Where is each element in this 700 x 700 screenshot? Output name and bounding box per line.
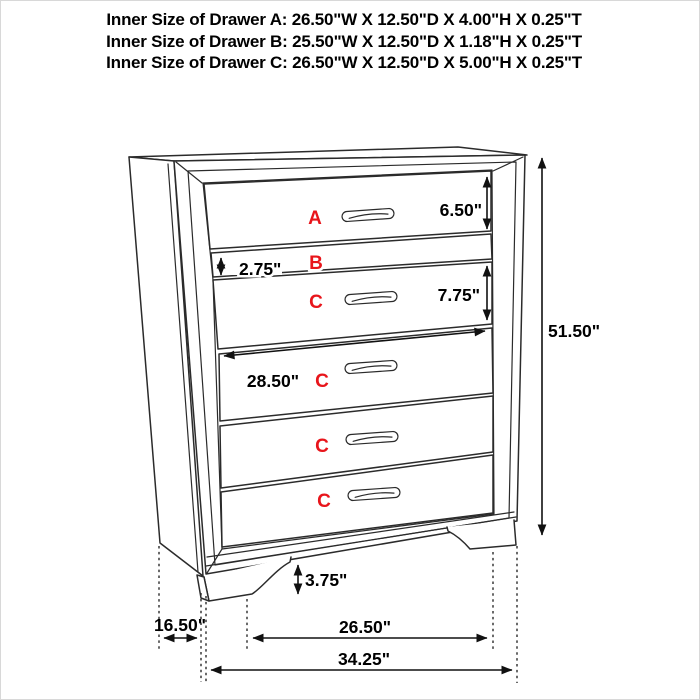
drawer-c1-label: C <box>309 292 323 313</box>
dim-label-drawer-b-height: 2.75" <box>239 259 282 279</box>
dim-label-drawer-c-height: 7.75" <box>437 285 480 305</box>
drawer-c3-label: C <box>315 436 329 457</box>
drawer-c2-label: C <box>315 371 329 392</box>
dim-label-drawer-front-width: 28.50" <box>246 371 299 391</box>
spec-line-drawer-b: Inner Size of Drawer B: 25.50"W X 12.50"D X 1.18"H X 0.25"T <box>106 31 582 51</box>
drawer-a-label: A <box>308 208 322 229</box>
dim-label-drawer-a-height: 6.50" <box>439 200 482 220</box>
dim-label-foot-height: 3.75" <box>305 570 348 590</box>
spec-line-drawer-a: Inner Size of Drawer A: 26.50"W X 12.50"D X 4.00"H X 0.25"T <box>106 10 582 29</box>
dim-label-chest-height: 51.50" <box>548 321 601 341</box>
drawer-c4-label: C <box>317 491 331 512</box>
dim-label-overall-width: 34.25" <box>337 649 391 669</box>
dim-label-side-depth: 16.50" <box>153 615 207 635</box>
drawer-b-label: B <box>309 253 323 274</box>
drawer-fronts <box>204 171 493 547</box>
spec-line-drawer-c: Inner Size of Drawer C: 26.50"W X 12.50"D X 5.00"H X 0.25"T <box>106 53 582 72</box>
dim-label-inner-width: 26.50" <box>338 617 392 637</box>
